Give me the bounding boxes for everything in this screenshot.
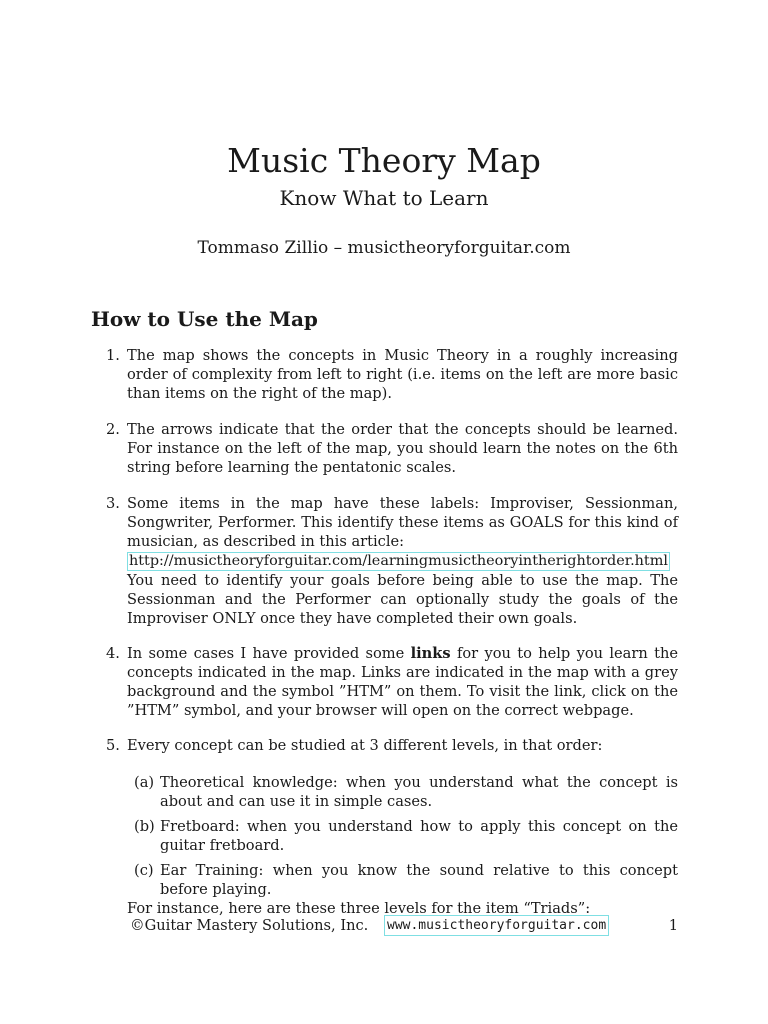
sub-item-a <box>127 773 678 811</box>
copyright-text: ©Guitar Mastery Solutions, Inc. <box>130 917 369 934</box>
item-number: 2. <box>106 421 120 438</box>
item-number: 5. <box>106 737 120 754</box>
item-text: The map shows the concepts in Music Theory in a roughly increasing order of complexity from left to right (i.e. items on the left are more basic than items on the right of the map). <box>127 347 678 402</box>
page-number: 1 <box>668 917 678 934</box>
item-number: 4. <box>106 645 120 662</box>
bold-links-word: links <box>410 645 451 662</box>
article-link[interactable] <box>127 552 670 571</box>
item-number: 3. <box>106 495 120 512</box>
item-text: The arrows indicate that the order that the concepts should be learned. For instance on the left of the map, you should learn the notes on the 6th string before learning the pentatonic scales. <box>127 421 678 476</box>
sub-item-label: (b) <box>134 818 155 835</box>
article-link-text: http://musictheoryforguitar.com/learningmusictheoryintherightorder.html <box>129 553 668 569</box>
list-item-3 <box>106 494 678 628</box>
sub-item-b <box>127 817 678 855</box>
sub-item-label: (c) <box>134 862 154 879</box>
sub-item-text: Theoretical knowledge: when you understand what the concept is about and can use it in simple cases. <box>160 774 678 810</box>
list-item-1 <box>106 346 678 403</box>
item-text-after: You need to identify your goals before being able to use the map. The Sessionman and the Performer can optionally study the goals of the Improviser ONLY once they have completed their own goals. <box>127 572 678 627</box>
sub-item-text: Ear Training: when you know the sound relative to this concept before playing. <box>160 862 678 898</box>
author-line: Tommaso Zillio – musictheoryforguitar.com <box>197 238 571 258</box>
item-text: Every concept can be studied at 3 different levels, in that order: <box>127 737 603 754</box>
for-instance-text: For instance, here are these three levels for the item “Triads”: <box>127 900 591 917</box>
title-block <box>0 140 768 260</box>
item-text: Some items in the map have these labels: Improviser, Sessionman, Songwriter, Performer. This identify these items as GOALS for this kind of musician, as described in this article: <box>127 495 678 550</box>
item-text-pre: In some cases I have provided some <box>127 645 411 662</box>
document-subtitle: Know What to Learn <box>279 186 489 210</box>
instructions-list <box>106 346 678 918</box>
sub-item-label: (a) <box>134 774 155 791</box>
item-text <box>127 644 678 720</box>
sub-item-text: Fretboard: when you understand how to apply this concept on the guitar fretboard. <box>160 818 678 854</box>
item-text-post: for you to help you learn the concepts indicated in the map. Links are indicated in the map with a grey background and the symbol ”HTM” on them. To visit the link, click on the ”HTM” symbol, and your browser will open on the correct webpage. <box>127 645 678 719</box>
document-title: Music Theory Map <box>227 141 541 180</box>
page-footer <box>130 916 678 938</box>
item-number: 1. <box>106 347 120 364</box>
list-item-2 <box>106 420 678 477</box>
section-heading: How to Use the Map <box>91 307 318 331</box>
sub-item-c <box>127 861 678 899</box>
list-item-5 <box>106 736 678 918</box>
website-link[interactable]: www.musictheoryforguitar.com <box>384 915 609 936</box>
list-item-4 <box>106 644 678 720</box>
